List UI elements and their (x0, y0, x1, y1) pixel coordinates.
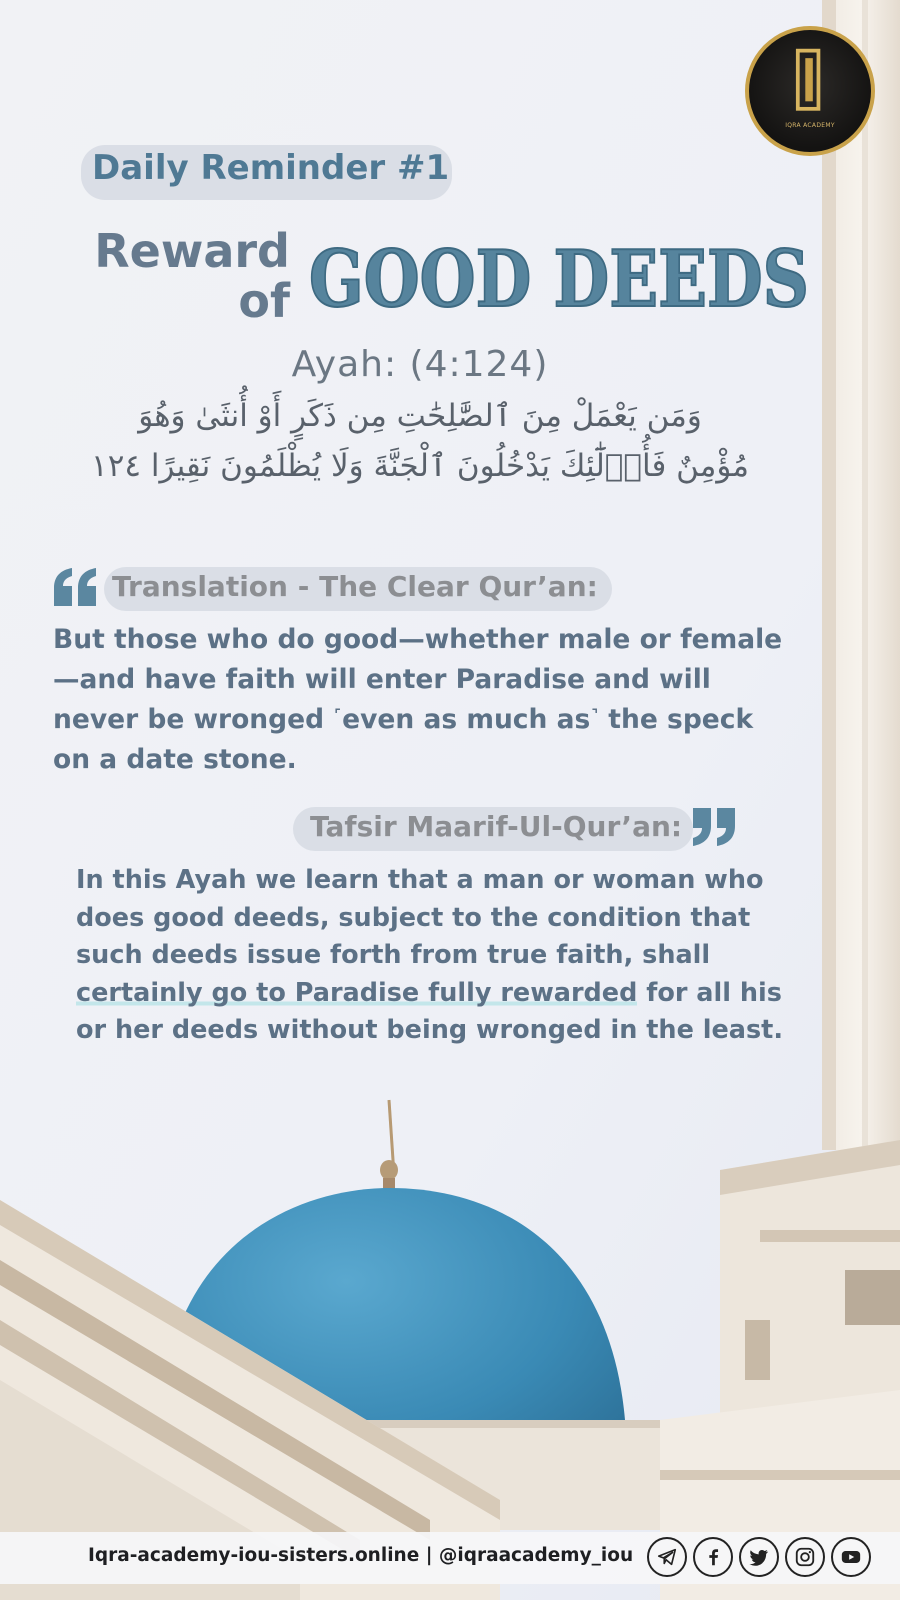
title-reward-of (85, 226, 290, 326)
telegram-icon (656, 1546, 678, 1568)
facebook-icon (702, 1546, 724, 1568)
twitter-link[interactable] (739, 1537, 779, 1577)
tafsir-body (76, 862, 796, 1050)
logo-emblem-icon (749, 30, 871, 152)
ayah-arabic-line-1: وَمَن يَعْمَلْ مِنَ ٱلصَّٰلِحَٰتِ مِن ذَكَرٍ أَوْ أُنثَىٰ وَهُوَ (138, 398, 702, 434)
daily-reminder-label: Daily Reminder #1 (92, 148, 450, 188)
ayah-reference: Ayah: (4:124) (291, 344, 549, 385)
instagram-link[interactable] (785, 1537, 825, 1577)
youtube-icon (840, 1546, 862, 1568)
facebook-link[interactable] (693, 1537, 733, 1577)
good-deeds-text: GOOD DEEDS (309, 234, 809, 325)
translation-title: Translation - The Clear Qur’an: (112, 570, 598, 603)
logo-text: IQRA ACADEMY (785, 122, 835, 129)
iqra-academy-logo (745, 26, 875, 156)
open-quote-icon (52, 568, 98, 606)
twitter-icon (748, 1546, 770, 1568)
footer-website-handle[interactable]: Iqra-academy-iou-sisters.online | @iqraacademy_iou (88, 1545, 634, 1566)
tafsir-body-end: for all his or her deeds without being wronged in the least. (76, 977, 784, 1045)
title-good-deeds (305, 230, 815, 325)
title-of: of (238, 274, 290, 328)
youtube-link[interactable] (831, 1537, 871, 1577)
tafsir-body-start: In this Ayah we learn that a man or woman who does good deeds, subject to the condition that such deeds issue forth from true faith, shall (76, 865, 764, 970)
tafsir-highlight: certainly go to Paradise fully rewarded (76, 977, 638, 1008)
instagram-icon (794, 1546, 816, 1568)
translation-body: But those who do good—whether male or female—and have faith will enter Paradise and will never be wronged ˹even as much as˺ the speck on a date stone. (53, 624, 783, 775)
close-quote-icon (691, 808, 737, 846)
telegram-link[interactable] (647, 1537, 687, 1577)
ayah-arabic-line-2: مُؤْمِنٌ فَأُو۟لَٰٓئِكَ يَدْخُلُونَ ٱلْجَنَّةَ وَلَا يُظْلَمُونَ نَقِيرًا ١٢٤ (91, 448, 749, 484)
title-reward: Reward (94, 224, 290, 278)
tafsir-title: Tafsir Maarif-Ul-Qur’an: (310, 810, 683, 843)
